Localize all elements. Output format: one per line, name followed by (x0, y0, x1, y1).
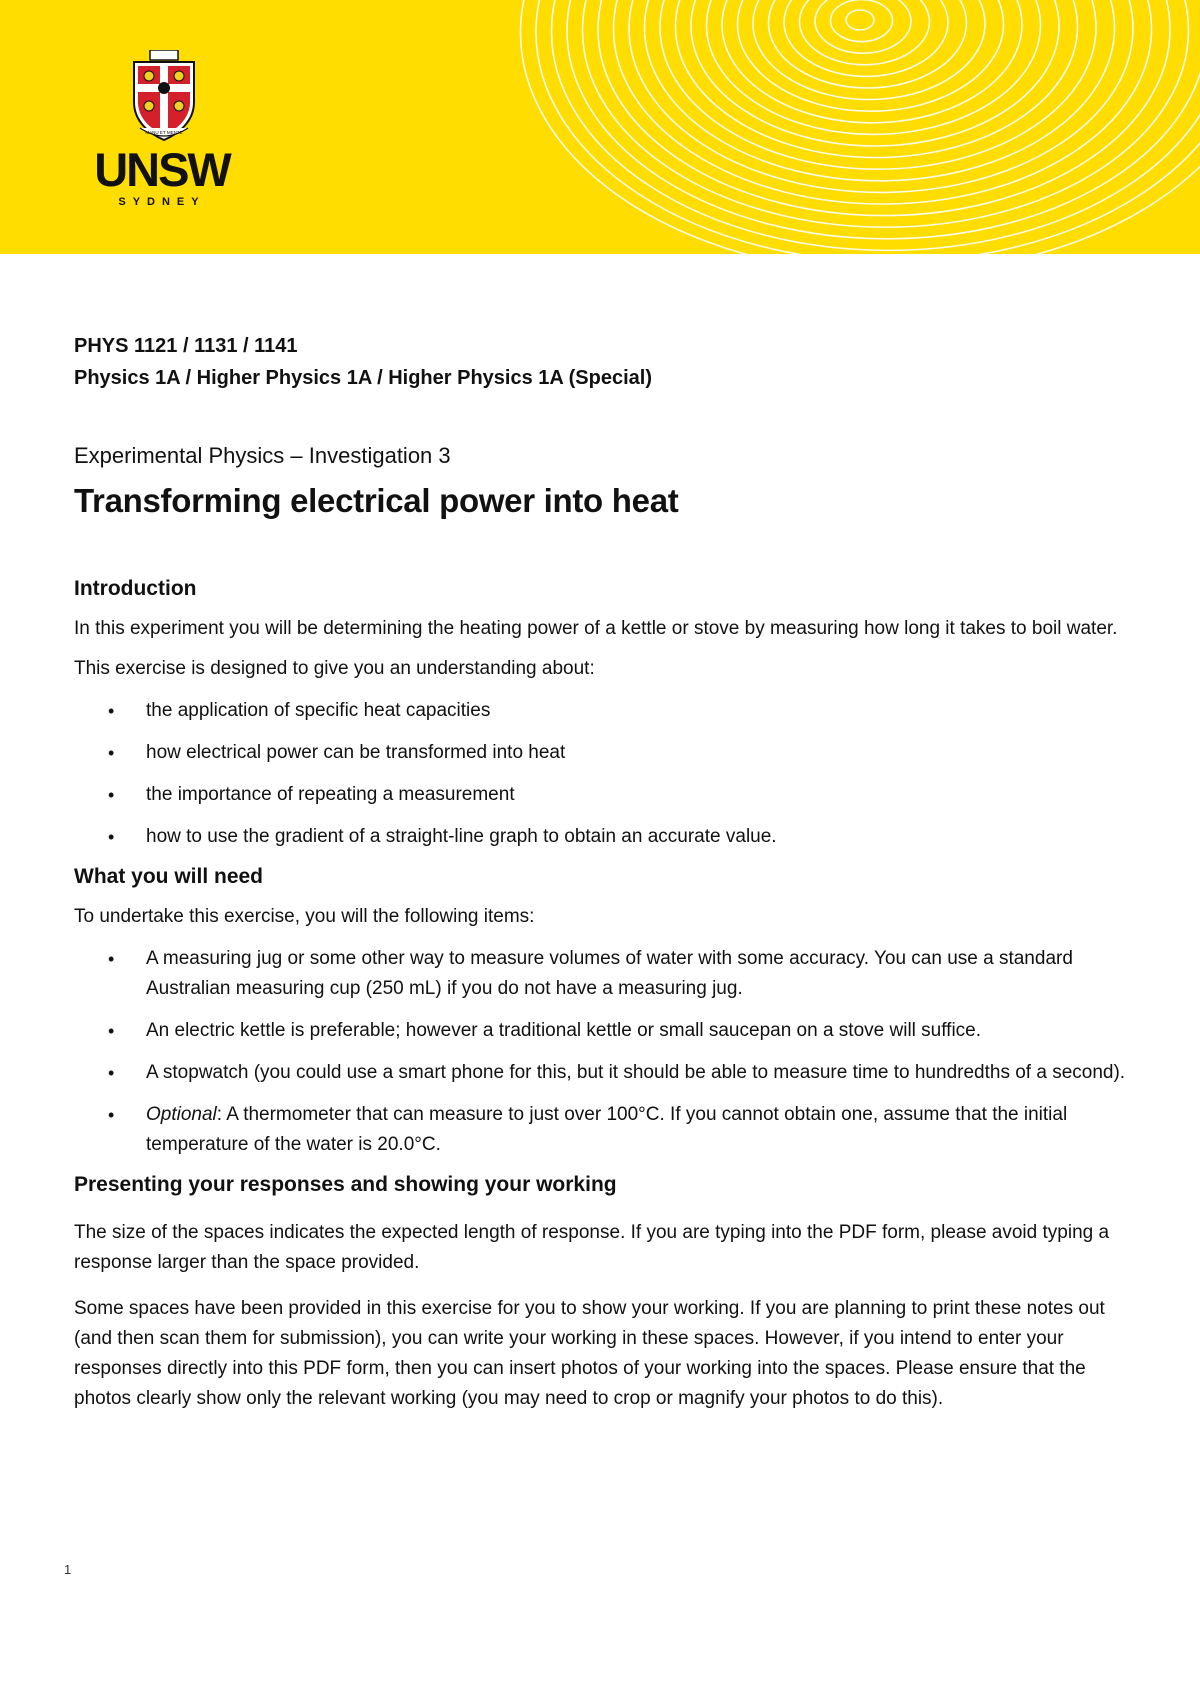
document-body (74, 330, 1134, 1414)
list-item: • A measuring jug or some other way to measure volumes of water with some accuracy. You can use a standard Australian measuring cup (250 mL) if you do not have a measuring jug. (74, 944, 1134, 1004)
introduction-heading: Introduction (74, 577, 197, 600)
decorative-ring (629, 0, 1133, 192)
decorative-ring (722, 0, 1022, 123)
list-item (74, 1100, 1134, 1160)
decorative-ring (846, 10, 874, 30)
learning-outcomes-list (74, 696, 1134, 852)
list-item: • the application of specific heat capacities (74, 696, 1134, 726)
needs-heading: What you will need (74, 865, 264, 888)
page-number: 1 (64, 1562, 72, 1577)
list-item: • An electric kettle is preferable; however a traditional kettle or small saucepan on a stove will suffice. (74, 1016, 1134, 1046)
needs-lead: To undertake this exercise, you will the following items: (74, 906, 535, 927)
decorative-ring (552, 0, 1200, 250)
decorative-ring (753, 0, 985, 100)
decorative-ring (738, 0, 1004, 111)
decorative-ring (614, 0, 1152, 204)
logo-wordmark: UNSW (94, 143, 230, 196)
header-banner (0, 0, 1200, 254)
decorative-ring (598, 0, 1170, 216)
list-item: • the importance of repeating a measurement (74, 780, 1134, 810)
document-kicker: Experimental Physics – Investigation 3 (74, 443, 451, 468)
course-code: PHYS 1121 / 1131 / 1141 (74, 335, 298, 357)
decorative-ring (815, 0, 911, 53)
presenting-heading: Presenting your responses and showing your working (74, 1173, 617, 1196)
list-item: • how to use the gradient of a straight-line graph to obtain an accurate value. (74, 822, 1134, 852)
optional-label: Optional (146, 1104, 217, 1125)
needs-list (74, 944, 1134, 1160)
document-title: Transforming electrical power into heat (74, 482, 679, 519)
list-item: • how electrical power can be transformed into heat (74, 738, 1134, 768)
decorative-ring (831, 0, 893, 42)
introduction-paragraph: In this experiment you will be determining the heating power of a kettle or stove by measuring how long it takes to boil water. (74, 618, 1118, 639)
presenting-paragraph: The size of the spaces indicates the expected length of response. If you are typing into the PDF form, please avoid typing a response larger than the space provided. (74, 1222, 1110, 1273)
logo-subtitle: SYDNEY (118, 196, 206, 208)
list-item: • A stopwatch (you could use a smart phone for this, but it should be able to measure time to hundredths of a second). (74, 1058, 1134, 1088)
optional-text: : A thermometer that can measure to just over 100°C. If you cannot obtain one, assume that the initial temperature of the water is 20.0°C. (146, 1104, 1068, 1155)
presenting-paragraph: Some spaces have been provided in this exercise for you to show your working. If you are planning to print these notes out (and then scan them for submission), you can write your working in these spaces. However, if you intend to enter your responses directly into this PDF form, then you can insert photos of your working into the spaces. Please ensure that the photos clearly show only the relevant working (you may need to crop or magnify your photos to do this). (74, 1298, 1105, 1409)
introduction-lead: This exercise is designed to give you an understanding about: (74, 658, 595, 679)
course-name: Physics 1A / Higher Physics 1A / Higher Physics 1A (Special) (74, 367, 653, 389)
svg-text:MANU ET MENTE: MANU ET MENTE (145, 130, 183, 135)
decorative-ring (769, 0, 967, 88)
crest-icon (130, 50, 198, 142)
